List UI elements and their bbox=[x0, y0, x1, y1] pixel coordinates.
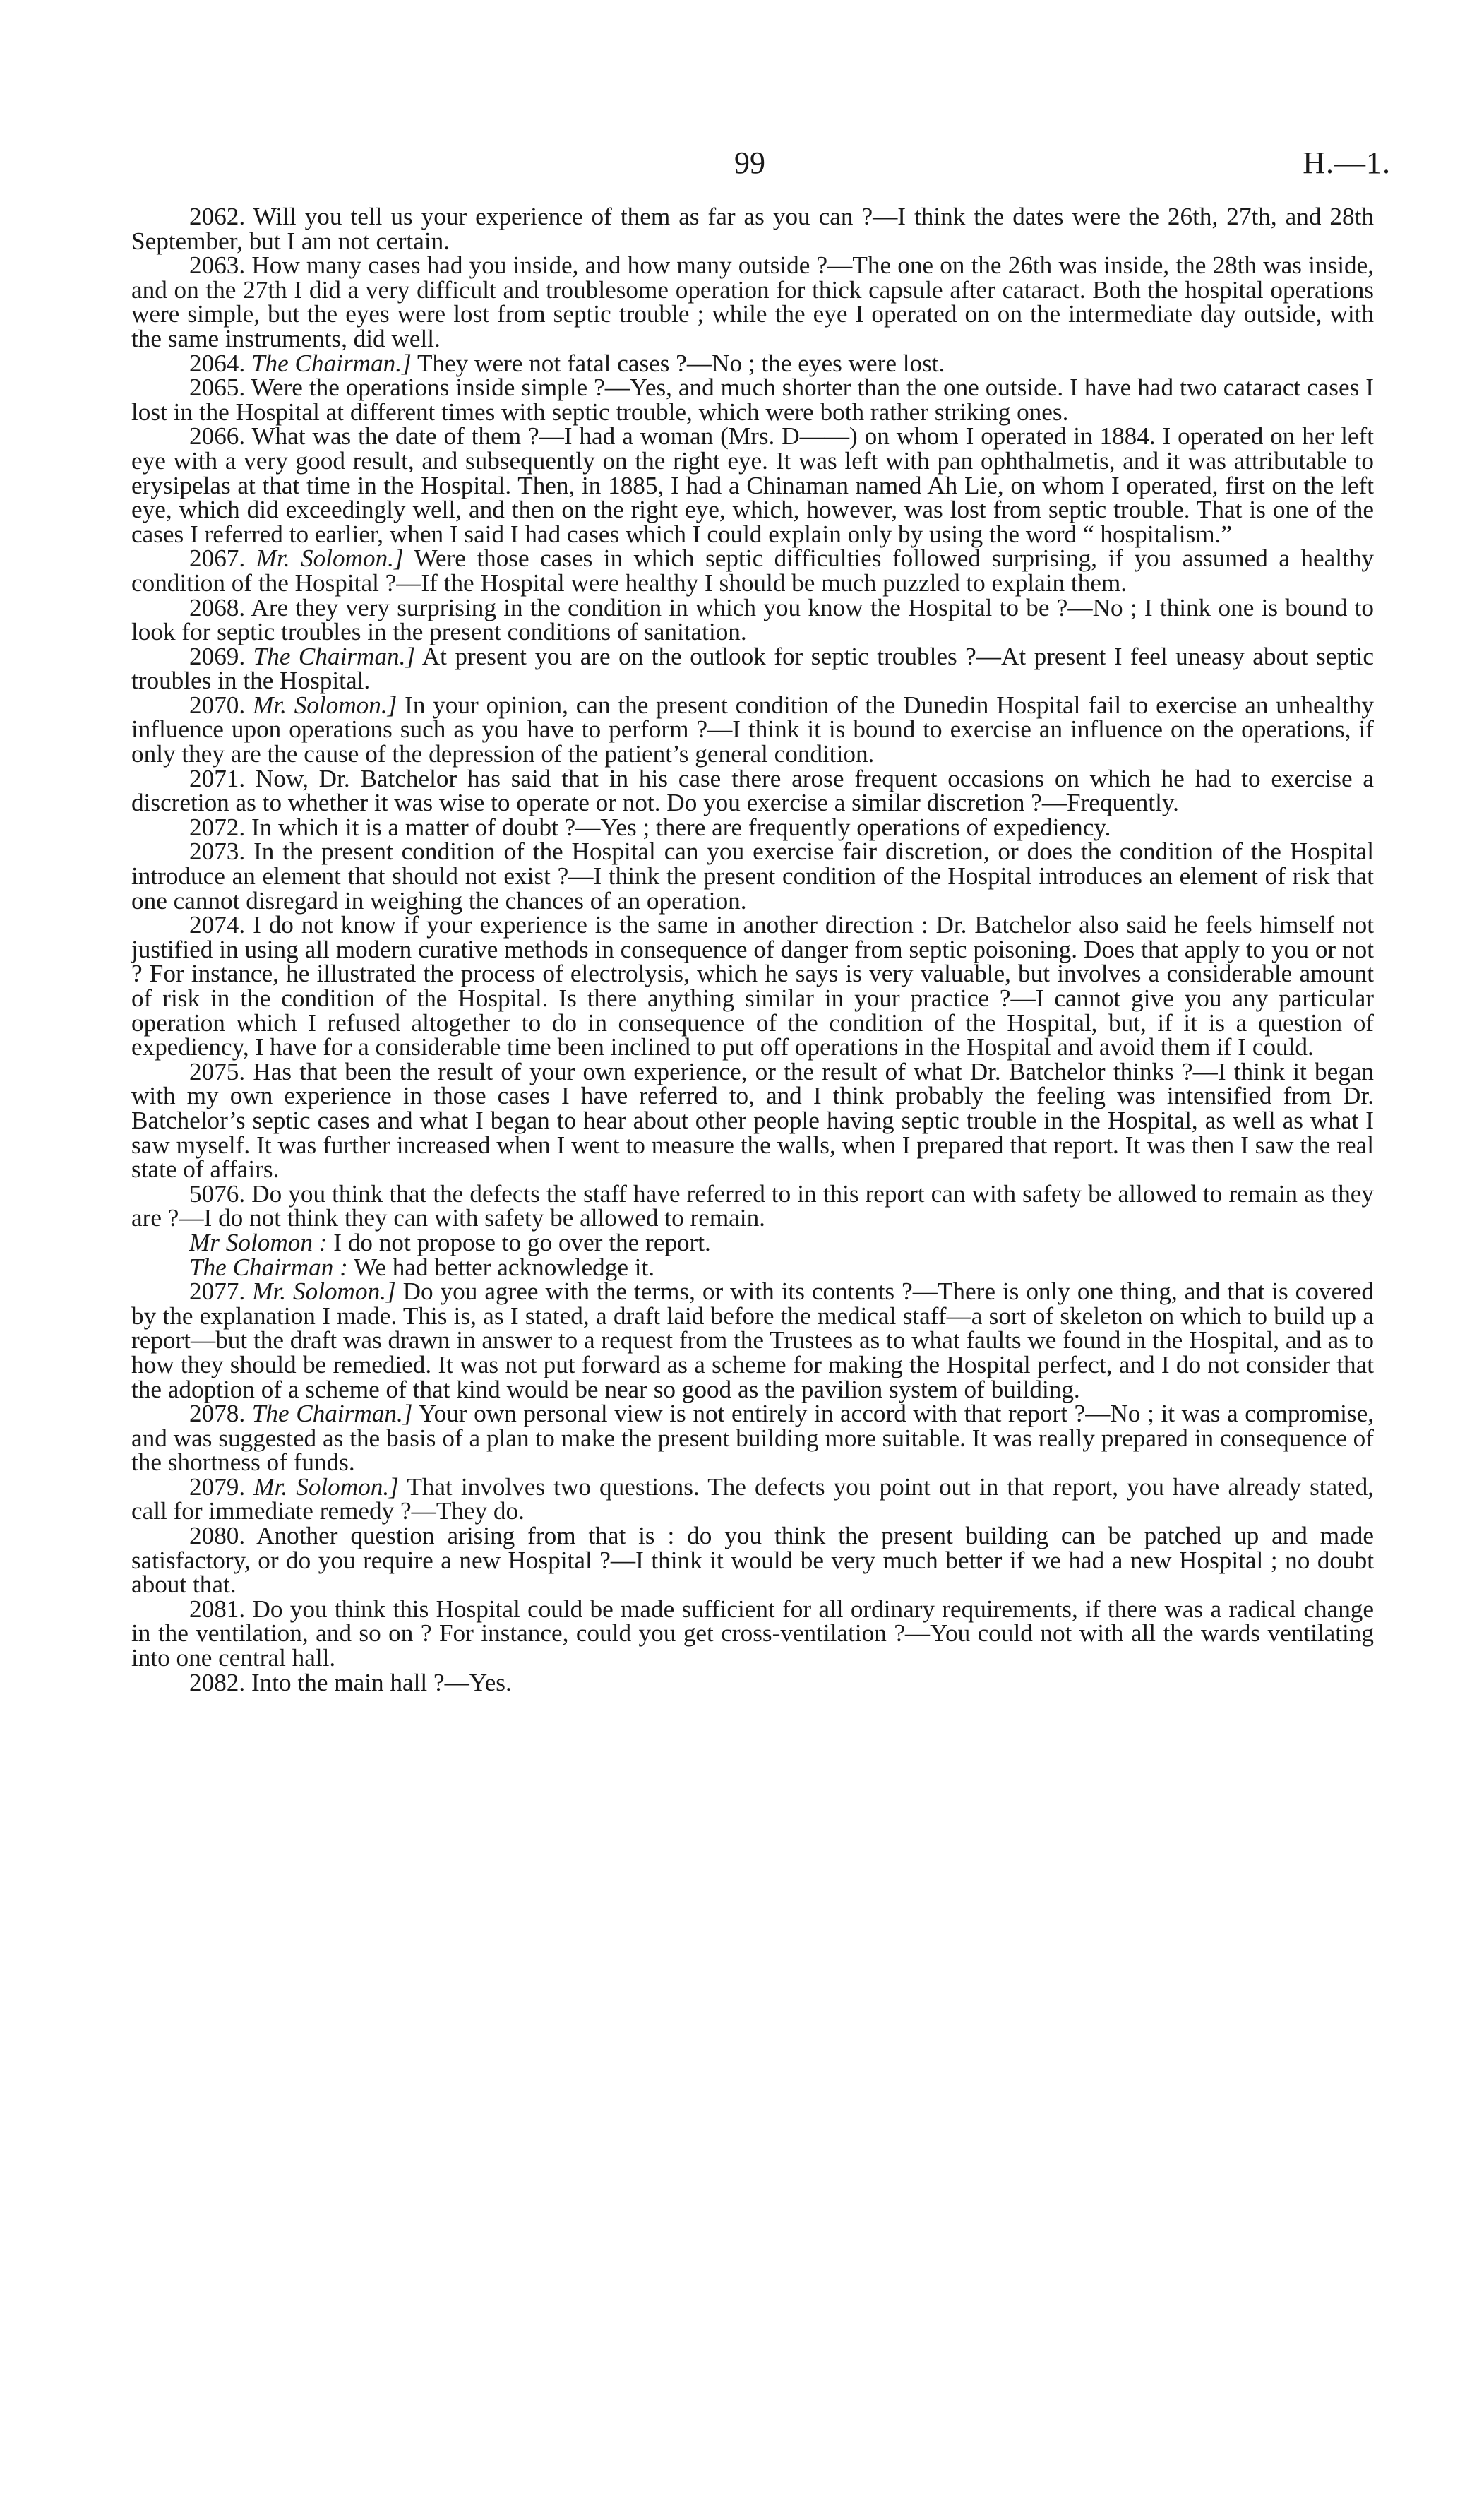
question-number: 2067. bbox=[189, 544, 246, 573]
question-2071 bbox=[131, 764, 1374, 817]
question-text: Do you think that the defects the staff have referred to in this report can with safety be allowed to remain as they are ?—I do not think they can with safety be allowed to remain. bbox=[131, 1179, 1375, 1232]
question-number: 2063. bbox=[189, 251, 246, 280]
question-text: Will you tell us your experience of them as far as you can ?—I think the dates were the 26th, 27th, and 28th September, but I am not certain. bbox=[131, 203, 1374, 255]
question-text: In your opinion, can the present condition of the Dunedin Hospital fail to exercise an unhealthy influence upon operations such as you have to perform ?—I think it is bound to exercise an influence on the operations, if only they are the cause of the depression of the patient’s general condition. bbox=[131, 691, 1374, 768]
question-number: 2065. bbox=[189, 374, 246, 402]
question-text: Are they very surprising in the condition in which you know the Hospital to be ?—No ; I think one is bound to look for septic troubles in the present conditions of sanitation. bbox=[131, 593, 1374, 646]
question-text: Into the main hall ?—Yes. bbox=[251, 1668, 512, 1696]
question-2072 bbox=[131, 813, 1374, 841]
paper-reference: H.—1. bbox=[1303, 145, 1391, 180]
question-2082 bbox=[131, 1668, 1374, 1696]
question-number: 2068. bbox=[189, 593, 246, 621]
question-text: They were not fatal cases ?—No ; the eyes were lost. bbox=[417, 349, 945, 377]
question-2078 bbox=[131, 1402, 1374, 1475]
question-number: 5076. bbox=[189, 1179, 246, 1208]
question-number: 2071. bbox=[189, 764, 246, 792]
question-number: 2069. bbox=[189, 642, 246, 670]
question-text: I do not know if your experience is the same in another direction : Dr. Batchelor also said he feels himself not justified in using all modern curative methods in consequence of danger from septic poisoning. Does that apply to you or not ? For instance, he illustrated the process of electrolysis, which he says is very valuable, but involves a considerable amount of risk in the condition of the Hospital. Is there anything similar in your practice ?—I cannot give you any particular operation which I refused altogether to do in consequence of the condition of the Hospital, but, if it is a question of expediency, I have for a considerable time been inclined to put off operations in the Hospital and avoid them if I could. bbox=[131, 911, 1375, 1061]
question-text: What was the date of them ?—I had a woman (Mrs. D——) on whom I operated in 1884. I operated on her left eye with a very good result, and subsequently on the right eye. It was left with pan ophthalmetis, and it was attributable to erysipelas at that time in the Hospital. Then, in 1885, I had a Chinaman named Ah Lie, on whom I operated, first on the left eye, which did exceedingly well, and then on the right eye, which, however, was lost from septic trouble. That is one of the cases I referred to earlier, when I said I had cases which I could explain only by using the word “ hospitalism.” bbox=[131, 422, 1374, 548]
question-2079 bbox=[131, 1472, 1374, 1525]
question-text: Has that been the result of your own experience, or the result of what Dr. Batchelor thinks ?—I think it began with my own experience in those cases I have referred to, and I think probably the feeling was intensified from Dr. Batchelor’s septic cases and what I began to hear about other people having septic trouble in the Hospital, as well as what I saw myself. It was further increased when I went to measure the walls, when I prepared that report. It was then I saw the real state of affairs. bbox=[131, 1057, 1374, 1184]
speaker-label: Mr. Solomon.] bbox=[252, 691, 397, 719]
question-5076 bbox=[131, 1179, 1375, 1232]
question-2077 bbox=[131, 1280, 1374, 1402]
speaker-label: Mr. Solomon.] bbox=[252, 1278, 396, 1306]
question-number: 2074. bbox=[189, 911, 246, 939]
question-2068 bbox=[131, 593, 1374, 646]
speaker-label: The Chairman : bbox=[189, 1253, 348, 1281]
question-text: Another question arising from that is : do you think the present building can be patched up and made satisfactory, or do you require a new Hospital ?—I think it would be very much better if we had a new Hospital ; no doubt about that. bbox=[131, 1522, 1374, 1599]
interjection-text: We had better acknowledge it. bbox=[354, 1253, 655, 1281]
question-number: 2073. bbox=[189, 838, 246, 866]
question-number: 2062. bbox=[189, 203, 246, 230]
question-2067 bbox=[131, 544, 1375, 597]
question-2065 bbox=[131, 376, 1374, 424]
interjection-text: I do not propose to go over the report. bbox=[333, 1228, 711, 1256]
speaker-label: Mr. Solomon.] bbox=[253, 1472, 399, 1501]
question-text: Your own personal view is not entirely in accord with that report ?—No ; it was a compromise, and was suggested as the basis of a plan to make the present building more suitable. It was really prepared in consequence of the shortness of funds. bbox=[131, 1400, 1375, 1477]
question-text: That involves two questions. The defects you point out in that report, you have already stated, call for immediate remedy ?—They do. bbox=[131, 1472, 1374, 1525]
question-2081 bbox=[131, 1597, 1374, 1671]
question-text: Do you think this Hospital could be made sufficient for all ordinary requirements, if there was a radical change in the ventilation, and so on ? For instance, could you get cross-ventilation ?—You could not with all the wards ventilating into one central hall. bbox=[131, 1595, 1375, 1672]
question-text: Do you agree with the terms, or with its contents ?—There is only one thing, and that is covered by the explanation I made. This is, as I stated, a draft laid before the medical staff—a sort of skeleton on which to build up a report—but the draft was drawn in answer to a request from the Trustees as to what faults we found in the Hospital, and as to how they should be remedied. It was not put forward as a scheme for making the Hospital perfect, and I do not consider that the adoption of a scheme of that kind would be near so good as the pavilion system of building. bbox=[131, 1278, 1374, 1403]
question-text: How many cases had you inside, and how many outside ?—The one on the 26th was inside, the 28th was inside, and on the 27th I did a very difficult and troublesome operation for thick capsule after cataract. Both the hospital operations were simple, but the eyes were lost from septic trouble ; while the eye I operated on on the intermediate day outside, with the same instruments, did well. bbox=[131, 251, 1374, 352]
question-text: At present you are on the outlook for septic troubles ?—At present I feel uneasy about septic troubles in the Hospital. bbox=[131, 642, 1375, 695]
question-number: 2080. bbox=[189, 1522, 246, 1550]
page-number: 99 bbox=[734, 145, 765, 180]
question-2064 bbox=[131, 349, 1374, 377]
question-number: 2077. bbox=[189, 1278, 246, 1306]
speaker-label: The Chairman.] bbox=[251, 349, 412, 377]
question-number: 2075. bbox=[189, 1057, 246, 1085]
interjection-solomon bbox=[131, 1228, 1374, 1256]
question-2069 bbox=[131, 642, 1375, 695]
question-number: 2081. bbox=[189, 1595, 246, 1623]
question-2080 bbox=[131, 1524, 1374, 1597]
question-2073 bbox=[131, 840, 1374, 913]
question-number: 2066. bbox=[189, 422, 246, 451]
question-number: 2082. bbox=[189, 1668, 246, 1696]
speaker-label: The Chairman.] bbox=[253, 642, 416, 670]
question-text: Were those cases in which septic difficulties followed surprising, if you assumed a healthy condition of the Hospital ?—If the Hospital were healthy I should be much puzzled to explain them. bbox=[131, 544, 1375, 597]
question-text: In the present condition of the Hospital can you exercise fair discretion, or does the condition of the Hospital introduce an element that should not exist ?—I think the present condition of the Hospital introduces an element of risk that one cannot disregard in weighing the chances of an operation. bbox=[131, 838, 1375, 915]
question-text: In which it is a matter of doubt ?—Yes ; there are frequently operations of expediency. bbox=[251, 813, 1111, 841]
question-text: Now, Dr. Batchelor has said that in his case there arose frequent occasions on which he had to exercise a discretion as to whether it was wise to operate or not. Do you exercise a similar discretion ?—Frequently. bbox=[131, 764, 1374, 817]
speaker-label: The Chairman.] bbox=[251, 1400, 413, 1428]
interjection-chairman bbox=[131, 1253, 1374, 1281]
question-2062 bbox=[131, 205, 1374, 254]
testimony-body bbox=[131, 205, 1374, 1695]
speaker-label: Mr. Solomon.] bbox=[256, 544, 404, 573]
question-number: 2078. bbox=[189, 1400, 246, 1428]
question-number: 2072. bbox=[189, 813, 246, 841]
speaker-label: Mr Solomon : bbox=[189, 1228, 328, 1256]
question-2063 bbox=[131, 251, 1374, 352]
question-2066 bbox=[131, 424, 1374, 547]
question-2075 bbox=[131, 1057, 1374, 1184]
question-number: 2079. bbox=[189, 1472, 246, 1501]
question-number: 2064. bbox=[189, 349, 246, 377]
question-number: 2070. bbox=[189, 691, 246, 719]
page-header bbox=[0, 145, 1484, 194]
question-text: Were the operations inside simple ?—Yes, and much shorter than the one outside. I have had two cataract cases I lost in the Hospital at different times with septic trouble, which were both rather striking ones. bbox=[131, 374, 1374, 426]
question-2070 bbox=[131, 693, 1374, 767]
question-2074 bbox=[131, 913, 1374, 1060]
